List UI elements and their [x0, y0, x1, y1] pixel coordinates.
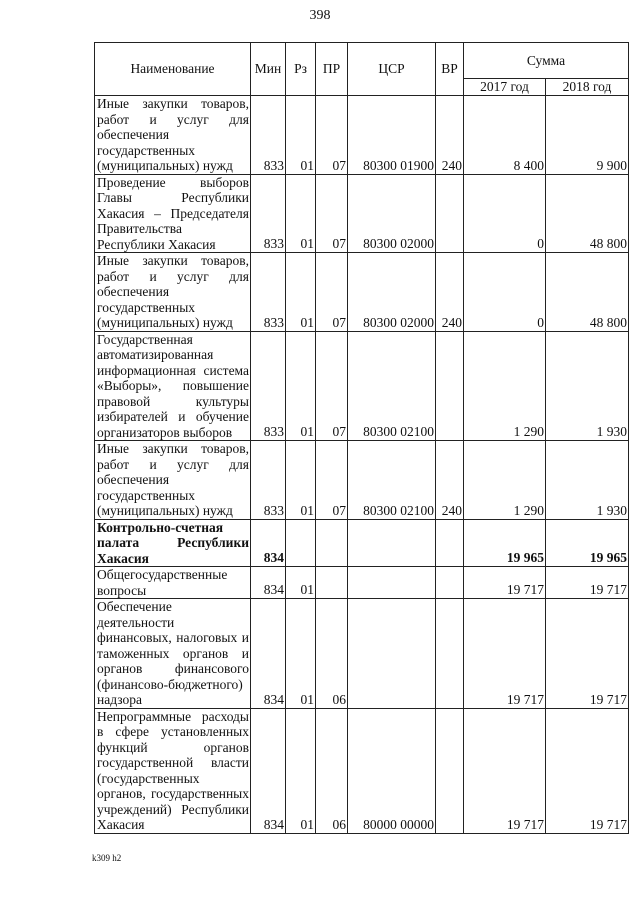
cell-vr: 240 — [436, 96, 464, 175]
cell-vr — [436, 708, 464, 833]
cell-pr: 06 — [316, 599, 348, 709]
cell-2018: 48 800 — [546, 253, 629, 332]
cell-name: Непрограммные расходы в сфере установленных функций органов государственной власти (государственных органов, государственных учреждений) Республики Хакасия — [95, 708, 251, 833]
cell-2017: 19 717 — [464, 708, 546, 833]
cell-2017: 19 717 — [464, 599, 546, 709]
cell-name: Иные закупки товаров, работ и услуг для обеспечения государственных (муниципальных) нужд — [95, 441, 251, 520]
cell-pr: 06 — [316, 708, 348, 833]
cell-2018: 48 800 — [546, 174, 629, 253]
cell-2018: 19 717 — [546, 567, 629, 599]
cell-vr — [436, 331, 464, 441]
cell-csr — [348, 567, 436, 599]
table-row — [95, 96, 629, 175]
cell-vr — [436, 174, 464, 253]
cell-2018: 19 717 — [546, 599, 629, 709]
cell-pr: 07 — [316, 331, 348, 441]
cell-csr: 80000 00000 — [348, 708, 436, 833]
header-sum: Сумма — [464, 43, 629, 79]
cell-rz — [286, 519, 316, 567]
cell-2018: 1 930 — [546, 441, 629, 520]
cell-pr: 07 — [316, 253, 348, 332]
table-row — [95, 519, 629, 567]
cell-pr: 07 — [316, 96, 348, 175]
cell-vr — [436, 567, 464, 599]
header-year-2017: 2017 год — [464, 79, 546, 96]
cell-min: 833 — [251, 441, 286, 520]
cell-pr: 07 — [316, 174, 348, 253]
header-pr: ПР — [316, 43, 348, 96]
cell-vr — [436, 599, 464, 709]
budget-table — [94, 42, 629, 834]
cell-rz: 01 — [286, 96, 316, 175]
cell-rz: 01 — [286, 174, 316, 253]
cell-rz: 01 — [286, 253, 316, 332]
cell-name: Иные закупки товаров, работ и услуг для обеспечения государственных (муниципальных) нужд — [95, 96, 251, 175]
cell-rz: 01 — [286, 441, 316, 520]
cell-min: 834 — [251, 708, 286, 833]
cell-csr: 80300 02100 — [348, 441, 436, 520]
header-year-2018: 2018 год — [546, 79, 629, 96]
table-row — [95, 253, 629, 332]
cell-vr: 240 — [436, 253, 464, 332]
page-number: 398 — [309, 8, 331, 23]
table-row — [95, 441, 629, 520]
cell-pr: 07 — [316, 441, 348, 520]
cell-name: Проведение выборов Главы Республики Хакасия – Председателя Правительства Республики Хакасия — [95, 174, 251, 253]
cell-2017: 19 965 — [464, 519, 546, 567]
table-row — [95, 567, 629, 599]
cell-csr: 80300 02100 — [348, 331, 436, 441]
cell-csr: 80300 02000 — [348, 253, 436, 332]
cell-min: 833 — [251, 331, 286, 441]
table-row — [95, 599, 629, 709]
cell-csr — [348, 519, 436, 567]
cell-name: Государственная автоматизированная информационная система «Выборы», повышение правовой культуры избирателей и обучение организаторов выборов — [95, 331, 251, 441]
table-header — [95, 43, 629, 96]
header-rz: Рз — [286, 43, 316, 96]
header-csr: ЦСР — [348, 43, 436, 96]
table-body — [95, 96, 629, 834]
footer-code: k309 h2 — [92, 853, 122, 863]
cell-min: 834 — [251, 567, 286, 599]
cell-pr — [316, 519, 348, 567]
table-row — [95, 174, 629, 253]
cell-rz: 01 — [286, 599, 316, 709]
cell-2017: 19 717 — [464, 567, 546, 599]
header-name: Наименование — [95, 43, 251, 96]
cell-name: Контрольно-счетная палата Республики Хакасия — [95, 519, 251, 567]
cell-vr — [436, 519, 464, 567]
cell-2018: 19 717 — [546, 708, 629, 833]
cell-2017: 0 — [464, 174, 546, 253]
cell-min: 834 — [251, 599, 286, 709]
header-vr: ВР — [436, 43, 464, 96]
cell-2017: 0 — [464, 253, 546, 332]
cell-name: Обеспечение деятельности финансовых, налоговых и таможенных органов и органов финансового (финансово-бюджетного) надзора — [95, 599, 251, 709]
cell-2017: 1 290 — [464, 331, 546, 441]
table-row — [95, 708, 629, 833]
cell-2018: 1 930 — [546, 331, 629, 441]
cell-2017: 1 290 — [464, 441, 546, 520]
cell-rz: 01 — [286, 567, 316, 599]
cell-min: 833 — [251, 253, 286, 332]
cell-csr: 80300 02000 — [348, 174, 436, 253]
table-row — [95, 331, 629, 441]
cell-min: 834 — [251, 519, 286, 567]
header-min: Мин — [251, 43, 286, 96]
cell-vr: 240 — [436, 441, 464, 520]
cell-csr: 80300 01900 — [348, 96, 436, 175]
cell-2018: 9 900 — [546, 96, 629, 175]
cell-csr — [348, 599, 436, 709]
cell-rz: 01 — [286, 708, 316, 833]
cell-name: Общегосударственные вопросы — [95, 567, 251, 599]
cell-2018: 19 965 — [546, 519, 629, 567]
cell-pr — [316, 567, 348, 599]
cell-name: Иные закупки товаров, работ и услуг для обеспечения государственных (муниципальных) нужд — [95, 253, 251, 332]
cell-2017: 8 400 — [464, 96, 546, 175]
cell-min: 833 — [251, 174, 286, 253]
cell-rz: 01 — [286, 331, 316, 441]
cell-min: 833 — [251, 96, 286, 175]
